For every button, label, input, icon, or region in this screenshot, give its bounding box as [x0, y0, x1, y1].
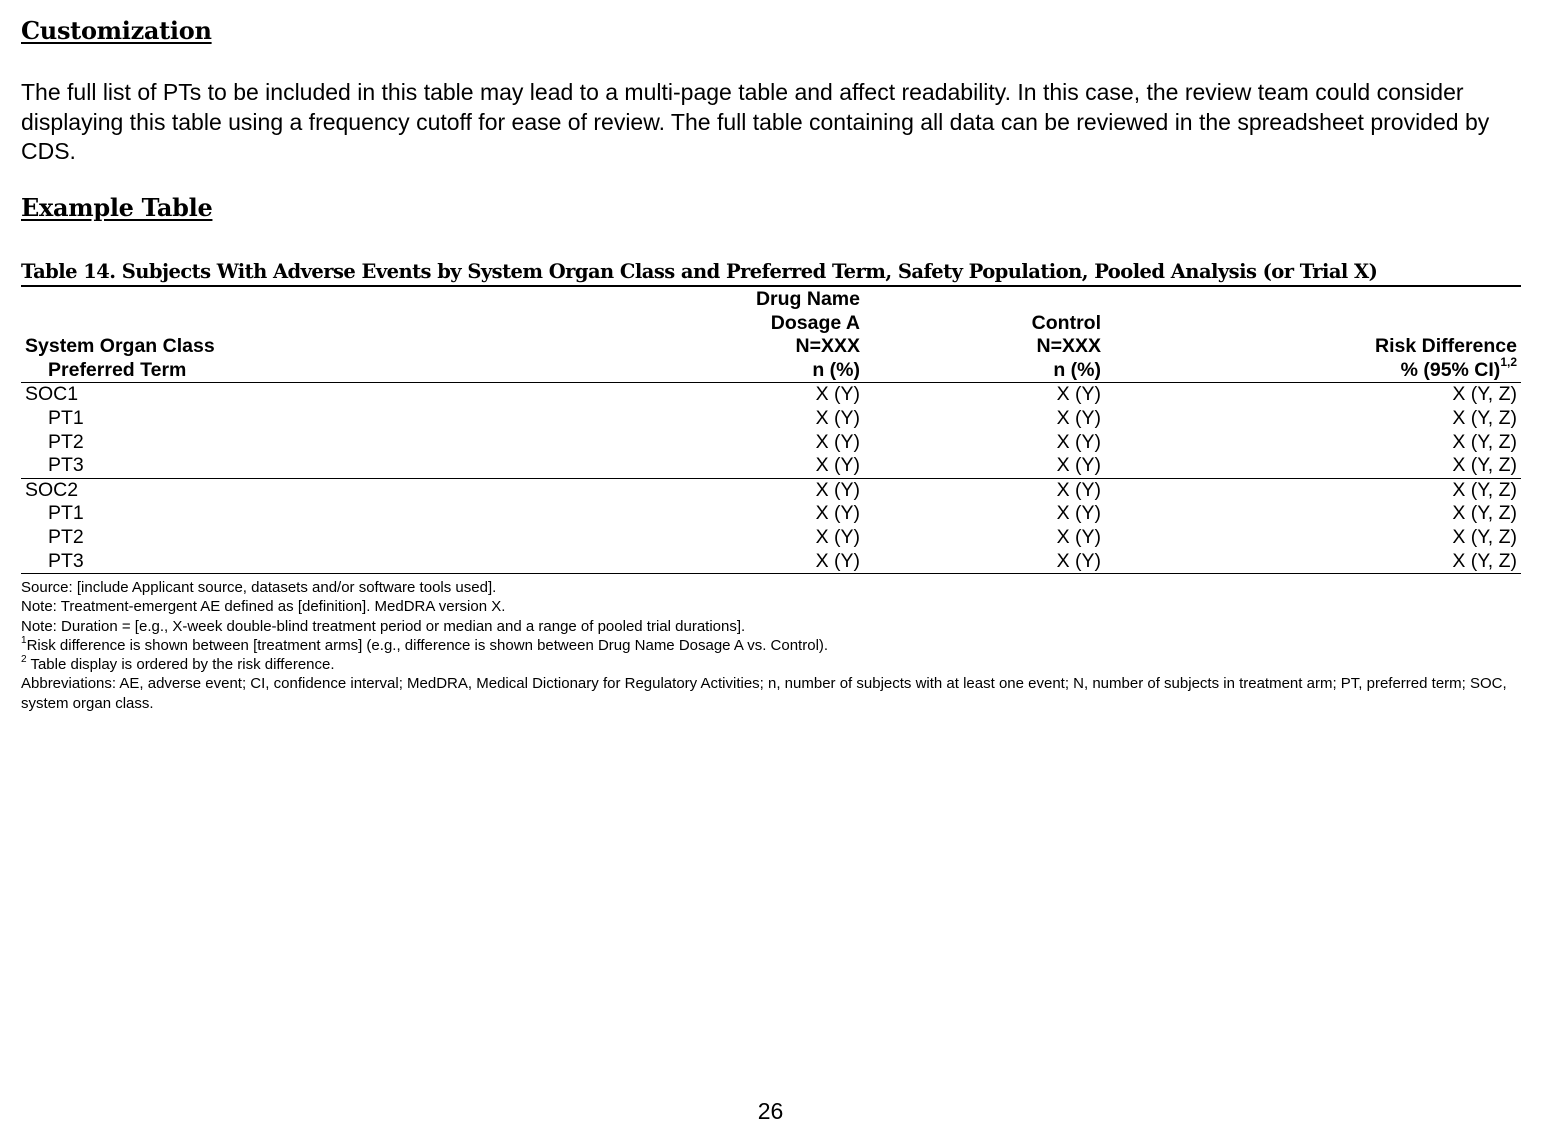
control-cell: X (Y) — [1056, 478, 1101, 501]
drug-cell: X (Y) — [815, 525, 860, 548]
table-row — [21, 502, 1521, 526]
col-soc-header-line1: System Organ Class — [25, 335, 215, 358]
table-row — [21, 526, 1521, 550]
soc1-group — [21, 383, 1521, 478]
col-control-header-line3: n (%) — [864, 359, 1105, 383]
rd-cell: X (Y, Z) — [1452, 478, 1517, 501]
col-rd-header-line2: % (95% CI)$^{1,2}$ — [1105, 359, 1521, 383]
rd-cell: X (Y, Z) — [1105, 550, 1521, 574]
footnote-note-ae: Note: Treatment-emergent AE defined as [definition]. MedDRA version X. — [21, 598, 506, 616]
footnote-2-mark: 2 — [21, 654, 27, 666]
table-caption: Table 14. Subjects With Adverse Events by System Organ Class and Preferred Term, Safety Population, Pooled Analysis (or Trial X) — [21, 259, 1521, 287]
rd-footnote-ref: 1,2 — [1500, 355, 1517, 370]
footnote-1: $^1$Risk difference is shown between [treatment arms] (e.g., difference is shown between Drug Name Dosage A vs. Control). — [21, 634, 829, 654]
col-drug-header-line1: Drug Name — [755, 288, 860, 310]
rd-cell: X (Y, Z) — [1452, 502, 1517, 525]
col-pt-header-line2: Preferred Term — [21, 359, 621, 383]
customization-paragraph: The full list of PTs to be included in this table may lead to a multi-page table and affect readability. In this case, the review team could consider displaying this table using a frequency cutoff for ease of review. The full table containing all data can be reviewed in the spreadsheet provided by CDS. — [21, 79, 1490, 164]
footnote-note-duration: Note: Duration = [e.g., X-week double-blind treatment period or median and a range of pooled trial durations]. — [21, 617, 746, 635]
drug-cell: X (Y) — [815, 430, 860, 453]
footnote-2: $^2$ Table display is ordered by the risk difference. — [21, 654, 335, 674]
rd-cell: X (Y, Z) — [1105, 454, 1521, 478]
control-cell: X (Y) — [1056, 430, 1101, 453]
control-cell: X (Y) — [864, 454, 1105, 478]
example-table-heading: Example Table — [21, 193, 213, 222]
table-row — [21, 383, 1521, 407]
table-row — [21, 478, 1521, 502]
footnote-1-mark: 1 — [21, 634, 27, 646]
soc-cell: SOC2 — [25, 478, 79, 501]
col-control-header-line1: Control — [1031, 311, 1101, 334]
drug-cell: X (Y) — [815, 406, 860, 429]
soc-cell: SOC1 — [25, 383, 79, 406]
table-row — [21, 431, 1521, 455]
control-cell: X (Y) — [1056, 406, 1101, 429]
control-cell: X (Y) — [1056, 383, 1101, 406]
rd-cell: X (Y, Z) — [1452, 525, 1517, 548]
footnote-source: Source: [include Applicant source, datasets and/or software tools used]. — [21, 579, 497, 596]
control-cell: X (Y) — [1056, 502, 1101, 525]
adverse-events-table — [21, 288, 1521, 574]
rd-cell: X (Y, Z) — [1452, 406, 1517, 429]
page-number: 26 — [757, 1098, 784, 1124]
rd-cell: X (Y, Z) — [1452, 430, 1517, 453]
pt-cell: PT2 — [48, 430, 84, 453]
col-drug-header-line3: N=XXX — [795, 335, 860, 358]
footnote-abbreviations: Abbreviations: AE, adverse event; CI, confidence interval; MedDRA, Medical Dictionary for Regulatory Activities; n, number of subjects with at least one event; N, number of subjects in treatment arm; PT, preferred term; SOC, system organ class. — [21, 675, 1507, 712]
drug-cell: X (Y) — [815, 502, 860, 525]
soc2-group — [21, 478, 1521, 573]
drug-cell: X (Y) — [815, 383, 860, 406]
col-drug-header-line4: n (%) — [621, 359, 864, 383]
col-drug-header-line2: Dosage A — [770, 311, 860, 334]
col-rd-header-line1: Risk Difference — [1375, 335, 1517, 358]
table-row — [21, 407, 1521, 431]
rd-cell: X (Y, Z) — [1452, 383, 1517, 406]
drug-cell: X (Y) — [621, 454, 864, 478]
control-cell: X (Y) — [1056, 525, 1101, 548]
control-cell: X (Y) — [864, 550, 1105, 574]
pt-cell: PT3 — [21, 454, 621, 478]
pt-cell: PT3 — [21, 550, 621, 574]
pt-cell: PT1 — [48, 502, 84, 525]
pt-cell: PT2 — [48, 525, 84, 548]
drug-cell: X (Y) — [621, 550, 864, 574]
customization-heading: Customization — [21, 16, 212, 45]
table-footnotes — [21, 578, 1521, 713]
table-row — [21, 550, 1521, 574]
pt-cell: PT1 — [48, 406, 84, 429]
drug-cell: X (Y) — [815, 478, 860, 501]
table-row — [21, 454, 1521, 478]
col-control-header-line2: N=XXX — [1036, 335, 1101, 358]
